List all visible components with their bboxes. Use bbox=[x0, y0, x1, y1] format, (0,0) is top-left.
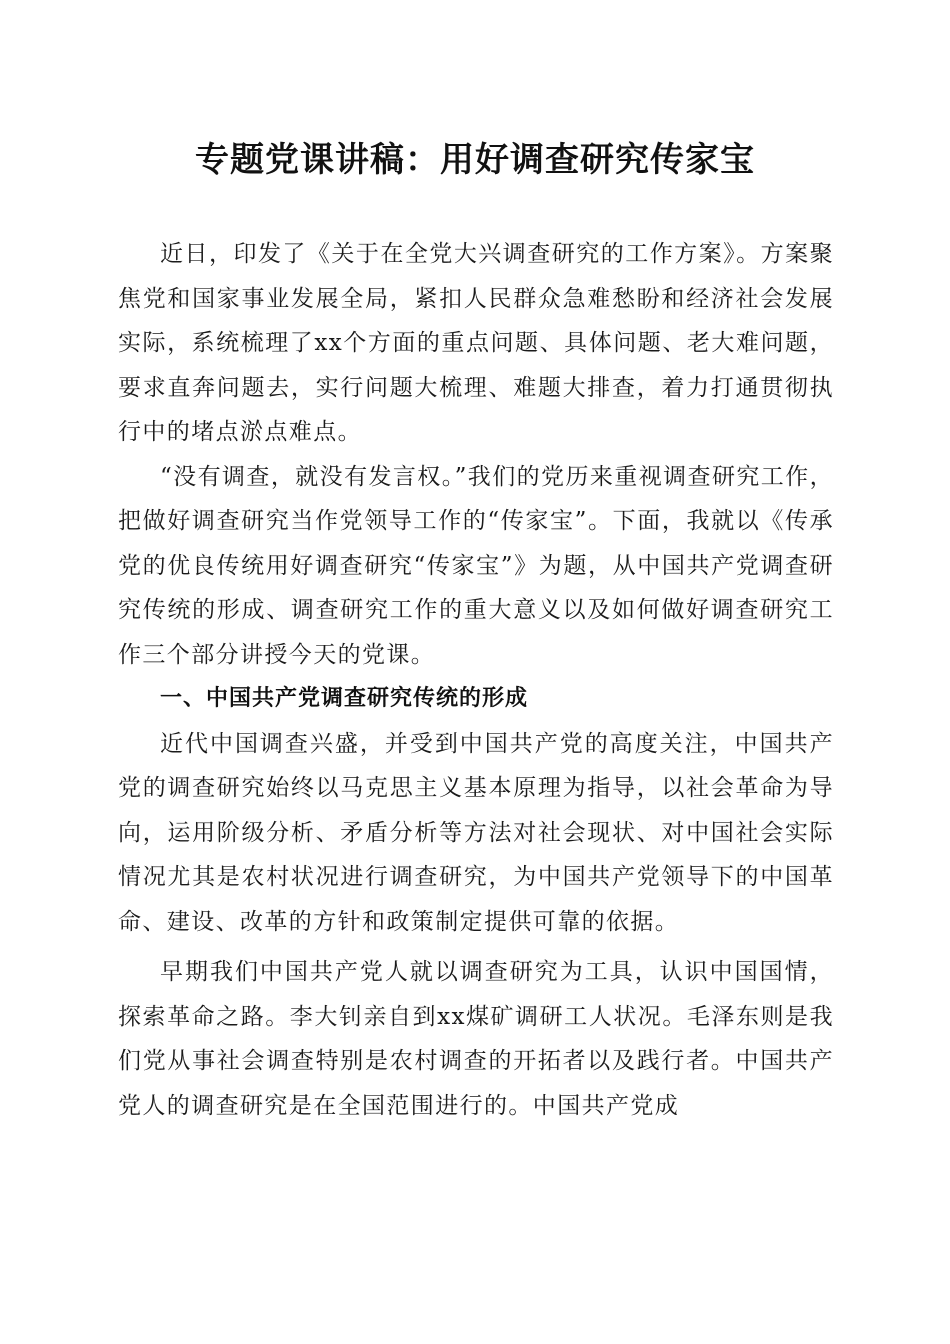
paragraph-purpose: “没有调查，就没有发言权。”我们的党历来重视调查研究工作，把做好调查研究当作党领导工作的“传家宝”。下面，我就以《传承党的优良传统用好调查研究“传家宝”》为题，从中国共产党调查研究传统的形成、调查研究工作的重大意义以及如何做好调查研究工作三个部分讲授今天的党课。 bbox=[118, 463, 834, 668]
document-body bbox=[118, 232, 834, 1128]
paragraph-section-2: 早期我们中国共产党人就以调查研究为工具，认识中国国情，探索革命之路。李大钊亲自到xx煤矿调研工人状况。毛泽东则是我们党从事社会调查特别是农村调查的开拓者以及践行者。中国共产党人的调查研究是在全国范围进行的。中国共产党成 bbox=[118, 959, 834, 1119]
document-title: 专题党课讲稿：用好调查研究传家宝 bbox=[195, 140, 755, 180]
section-heading: 一、中国共产党调查研究传统的形成 bbox=[160, 686, 529, 711]
paragraph-section-1: 近代中国调查兴盛，并受到中国共产党的高度关注，中国共产党的调查研究始终以马克思主义基本原理为指导，以社会革命为导向，运用阶级分析、矛盾分析等方法对社会现状、对中国社会实际情况尤其是农村状况进行调查研究，为中国共产党领导下的中国革命、建设、改革的方针和政策制定提供可靠的依据。 bbox=[118, 730, 834, 935]
paragraph-intro: 近日，印发了《关于在全党大兴调查研究的工作方案》。方案聚焦党和国家事业发展全局，紧扣人民群众急难愁盼和经济社会发展实际，系统梳理了xx个方面的重点问题、具体问题、老大难问题，要求直奔问题去，实行问题大梳理、难题大排查，着力打通贯彻执行中的堵点淤点难点。 bbox=[118, 241, 834, 445]
